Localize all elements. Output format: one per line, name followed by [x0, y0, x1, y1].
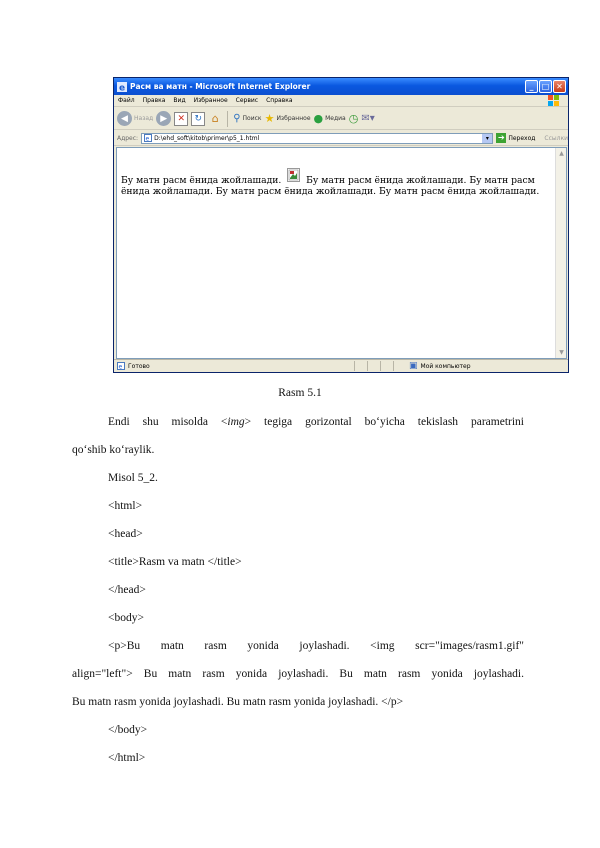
back-arrow-icon: ◀: [117, 111, 132, 126]
address-value: D:\ehd_soft\kitob\primer\p5_1.html: [154, 134, 260, 142]
menu-file[interactable]: Файл: [118, 97, 135, 104]
code-line-head: <head>: [108, 528, 143, 540]
status-bar: [114, 359, 568, 372]
refresh-icon[interactable]: ↻: [191, 112, 205, 126]
search-button[interactable]: ⚲ Поиск: [233, 113, 262, 124]
toolbar: [114, 108, 568, 130]
forward-button[interactable]: [156, 111, 171, 126]
back-button[interactable]: ◀ Назад: [117, 111, 153, 126]
browser-viewport: [116, 147, 567, 359]
paragraph-line-2: qo‘shib ko‘raylik.: [72, 444, 155, 456]
code-line-head-close: </head>: [108, 584, 146, 596]
ie-logo-icon: [117, 82, 127, 92]
menu-help[interactable]: Справка: [266, 97, 293, 104]
media-button[interactable]: ● Медиа: [313, 112, 346, 125]
scroll-down-icon[interactable]: ▼: [559, 349, 564, 356]
mail-button[interactable]: [361, 113, 374, 124]
search-icon: ⚲: [233, 113, 241, 124]
menu-edit[interactable]: Правка: [142, 97, 166, 104]
example-label: Misol 5_2.: [108, 472, 158, 484]
mail-icon: ✉▾: [361, 113, 375, 124]
page-icon: [144, 134, 152, 142]
address-bar: [114, 131, 568, 146]
star-icon: ★: [264, 112, 275, 125]
maximize-button[interactable]: □: [539, 80, 552, 93]
close-button[interactable]: ✕: [553, 80, 566, 93]
security-zone: [409, 361, 471, 371]
go-arrow-icon: ➔: [497, 133, 505, 142]
svg-text:e: e: [119, 83, 126, 92]
menu-view[interactable]: Вид: [173, 97, 186, 104]
code-line-body: <body>: [108, 612, 144, 624]
code-p-line-3: Bu matn rasm yonida joylashadi. Bu matn rasm yonida joylashadi. </p>: [72, 696, 404, 708]
history-icon: ◷: [348, 112, 359, 125]
menu-tools[interactable]: Сервис: [235, 97, 259, 104]
broken-image-icon: [287, 168, 300, 182]
links-button[interactable]: Ссылки: [544, 134, 568, 142]
svg-text:e: e: [145, 135, 150, 142]
zone-text: Мой компьютер: [420, 362, 471, 370]
ie-window-screenshot: [113, 77, 569, 373]
toolbar-separator: [227, 111, 228, 127]
page-text-after: Бу матн расм ёнида жойлашади. Бу матн расм ёнида жойлашади. Бу матн расм ёнида жойлашади. Бу матн расм ёнида жойлашади.: [121, 175, 540, 197]
paragraph-line-1: Endi shu misolda <img> tegiga gorizontal bo‘yicha tekislash parametrini: [108, 416, 524, 428]
go-button[interactable]: ➔ Переход: [497, 133, 536, 142]
figure-caption: Rasm 5.1: [278, 387, 322, 399]
forward-arrow-icon: ▶: [156, 111, 171, 126]
code-line-html-close: </html>: [108, 752, 146, 764]
stop-icon[interactable]: ✕: [174, 112, 188, 126]
computer-icon: ▣: [409, 361, 418, 371]
status-sections: [354, 361, 406, 371]
windows-flag-icon: [548, 95, 560, 106]
history-button[interactable]: [349, 112, 359, 125]
window-title: Расм ва матн - Microsoft Internet Explorer: [130, 82, 311, 91]
address-input[interactable]: [141, 133, 493, 144]
scroll-up-icon[interactable]: ▲: [559, 150, 564, 157]
minimize-button[interactable]: _: [525, 80, 538, 93]
code-line-html: <html>: [108, 500, 143, 512]
favorites-button[interactable]: ★ Избранное: [264, 112, 311, 125]
code-p-line-1: <p>Bu matn rasm yonida joylashadi. <img scr="images/rasm1.gif": [108, 640, 524, 652]
window-titlebar: [114, 78, 568, 95]
page-text-before: Бу матн расм ёнида жойлашади.: [121, 175, 282, 186]
window-controls: [525, 80, 566, 93]
page-done-icon: [117, 362, 125, 370]
vertical-scrollbar[interactable]: [555, 148, 566, 358]
address-label: Адрес:: [117, 134, 139, 142]
media-icon: ●: [313, 112, 324, 125]
code-line-body-close: </body>: [108, 724, 148, 736]
status-text: Готово: [128, 362, 150, 370]
code-p-line-2: align="left"> Bu matn rasm yonida joylashadi. Bu matn rasm yonida joylashadi.: [72, 668, 524, 680]
svg-text:e: e: [118, 363, 123, 370]
rendered-page-text: [121, 172, 549, 197]
menubar: [114, 95, 568, 107]
menu-favorites[interactable]: Избранное: [193, 97, 228, 104]
code-line-title: <title>Rasm va matn </title>: [108, 556, 242, 568]
dropdown-arrow-icon[interactable]: ▾: [482, 134, 492, 143]
home-icon[interactable]: ⌂: [211, 112, 219, 125]
